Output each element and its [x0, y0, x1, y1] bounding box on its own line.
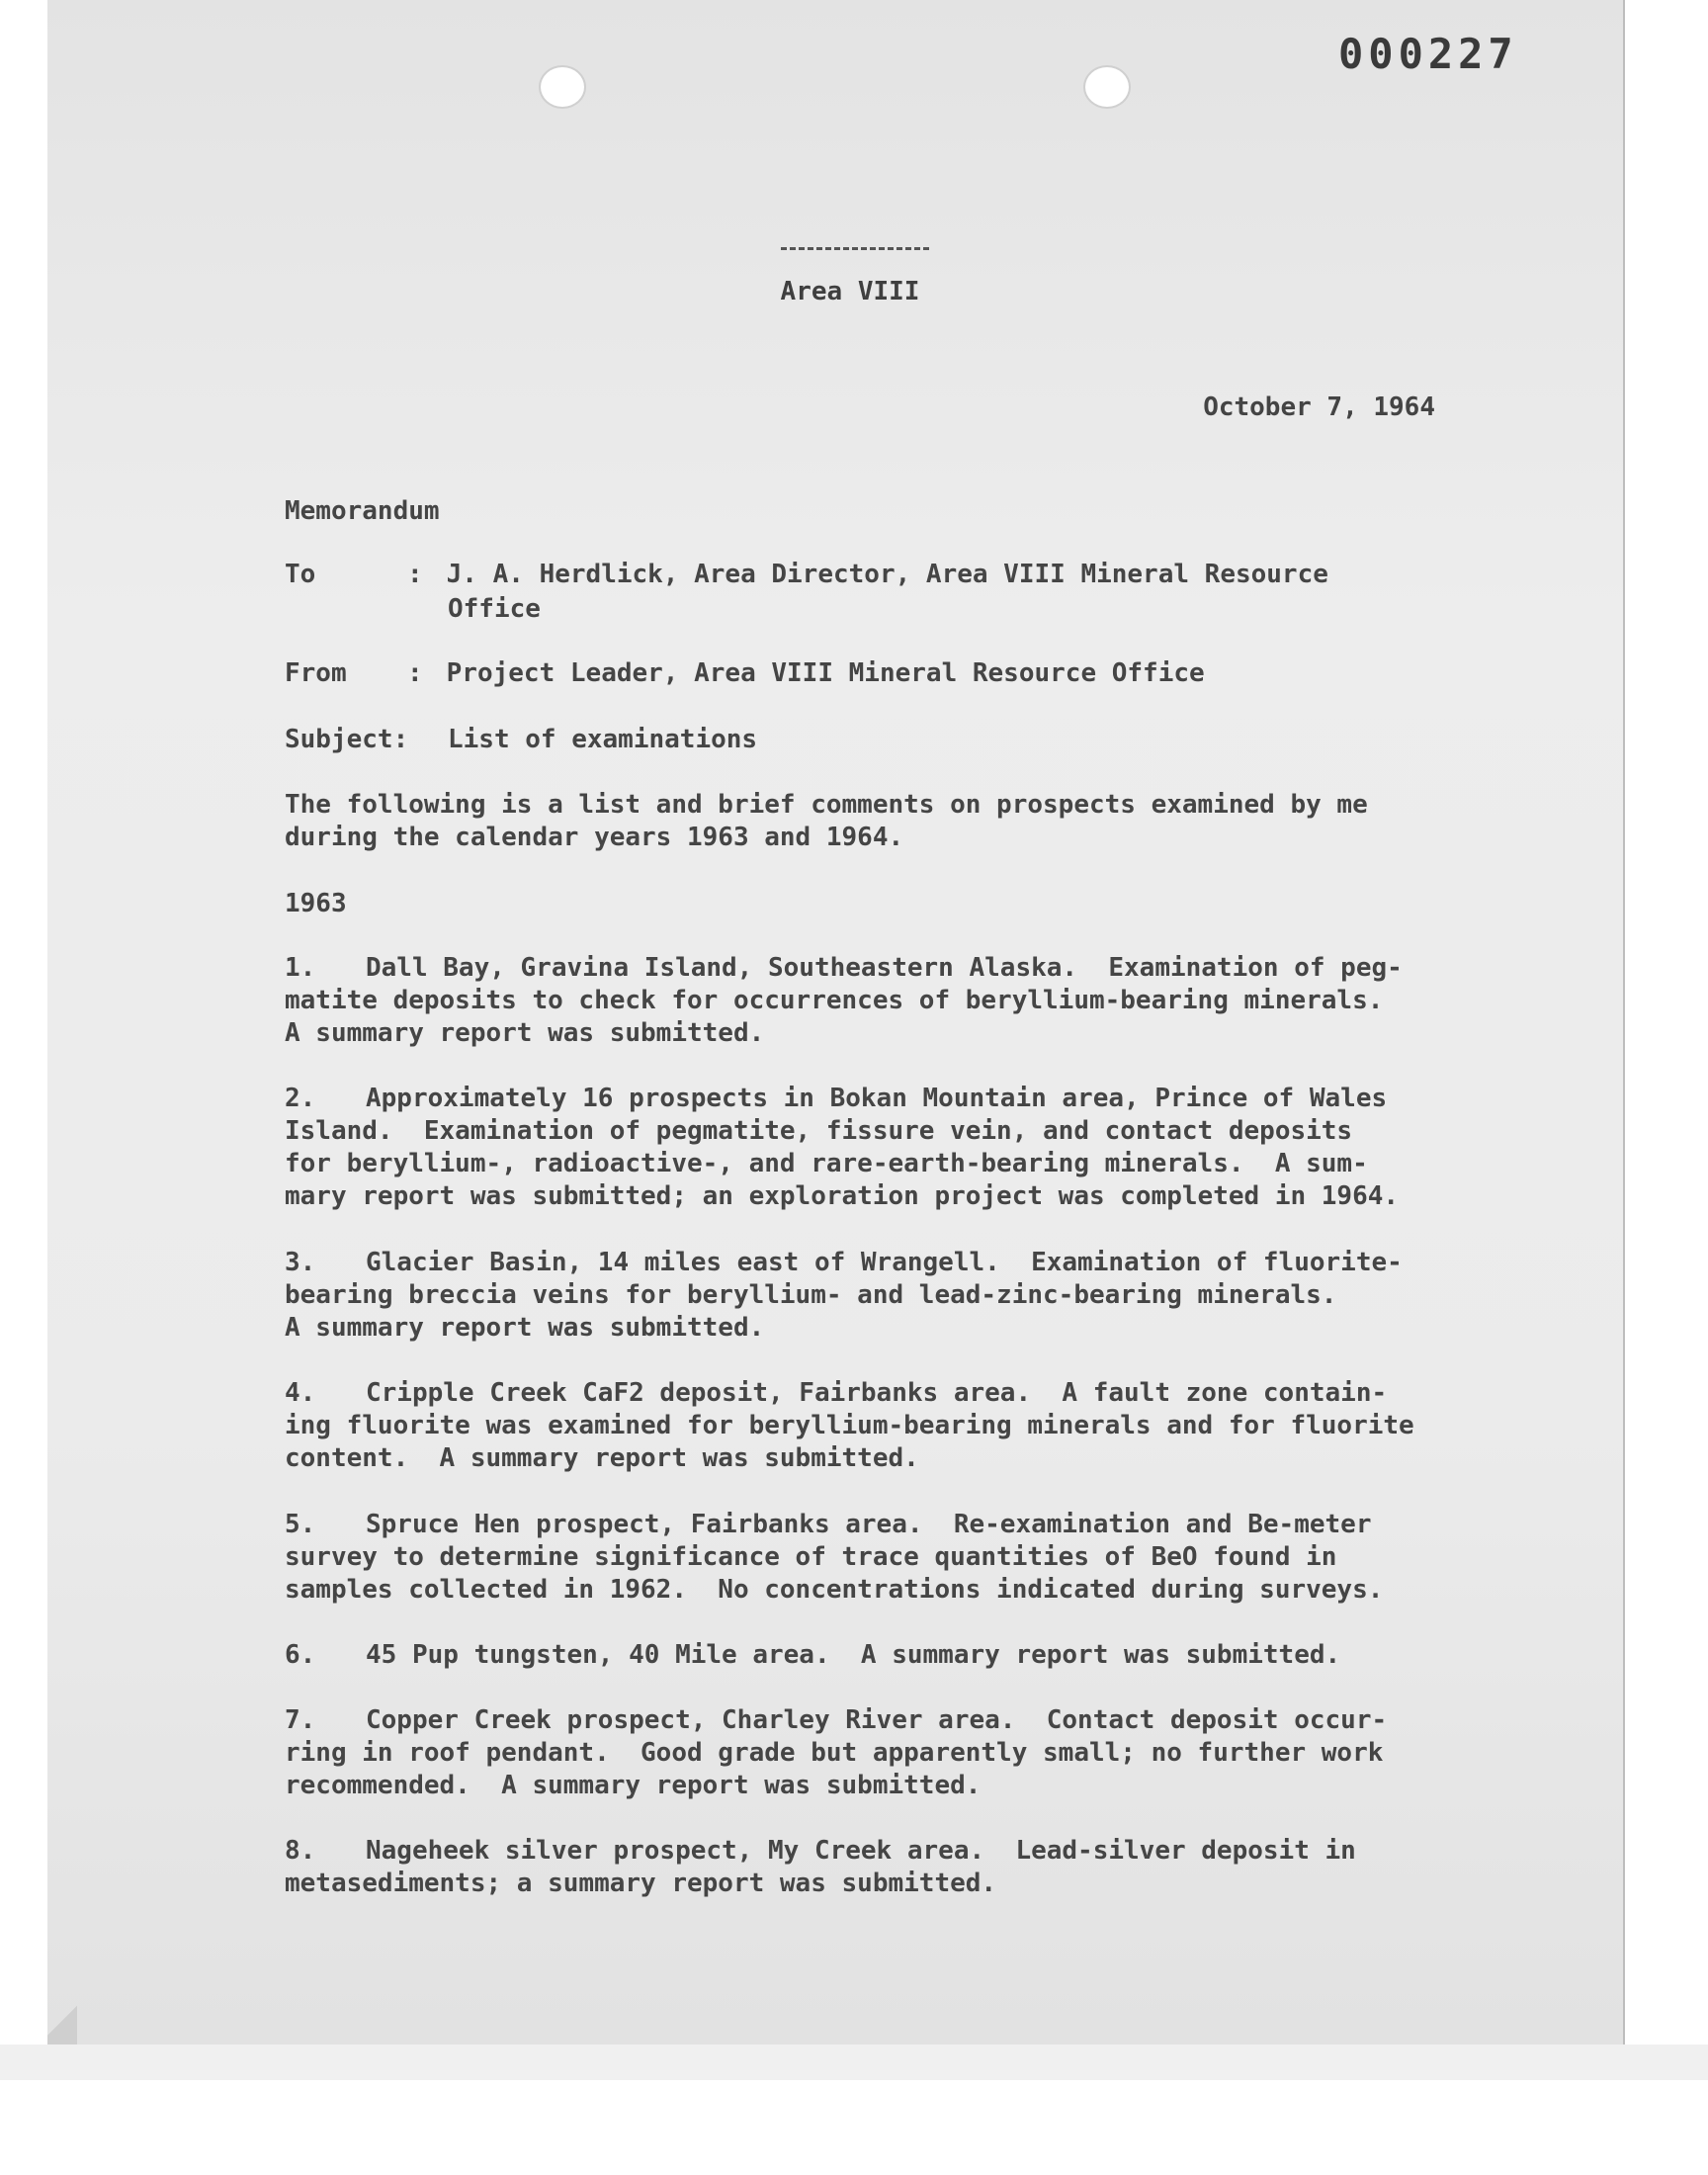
subject-value: List of examinations — [448, 725, 758, 754]
item-text-line: Nageheek silver prospect, My Creek area. Lead-silver deposit in — [366, 1836, 1356, 1866]
item-number: 5. — [285, 1510, 316, 1539]
list-item — [285, 1836, 1356, 1866]
memo-date: October 7, 1964 — [1203, 392, 1435, 422]
punch-hole-right — [1083, 65, 1131, 109]
item-text-line: metasediments; a summary report was submitted. — [285, 1869, 997, 1898]
area-title: Area VIII — [780, 277, 920, 306]
item-number: 1. — [285, 953, 316, 983]
item-number: 7. — [285, 1705, 316, 1735]
item-text-line: Cripple Creek CaF2 deposit, Fairbanks area. A fault zone contain- — [366, 1378, 1388, 1408]
list-item — [285, 1640, 1340, 1670]
item-text-line: mary report was submitted; an exploration project was completed in 1964. — [285, 1181, 1400, 1211]
subject-line — [285, 725, 757, 754]
item-text-line: 45 Pup tungsten, 40 Mile area. A summary report was submitted. — [366, 1640, 1341, 1670]
item-text-line: ing fluorite was examined for beryllium-bearing minerals and for fluorite — [285, 1411, 1414, 1440]
punch-hole-left — [539, 65, 586, 109]
item-text-line: content. A summary report was submitted. — [285, 1443, 919, 1473]
intro-line-1: The following is a list and brief comments on prospects examined by me — [285, 790, 1368, 820]
subject-label: Subject: — [285, 725, 409, 754]
item-text-line: A summary report was submitted. — [285, 1018, 765, 1048]
document-number-stamp: 000227 — [1338, 30, 1518, 78]
item-number: 3. — [285, 1248, 316, 1277]
from-label: From — [285, 658, 347, 688]
item-number: 6. — [285, 1640, 316, 1670]
list-item — [285, 1248, 1403, 1277]
item-text-line: Glacier Basin, 14 miles east of Wrangell. Examination of fluorite- — [366, 1248, 1403, 1277]
list-item — [285, 1084, 1387, 1113]
to-value-line2: Office — [448, 594, 541, 624]
item-number: 8. — [285, 1836, 316, 1866]
item-text-line: for beryllium-, radioactive-, and rare-earth-bearing minerals. A sum- — [285, 1149, 1368, 1178]
from-value: Project Leader, Area VIII Mineral Resource Office — [446, 658, 1205, 688]
from-colon: : — [407, 658, 423, 688]
to-label: To — [285, 560, 316, 589]
year-heading: 1963 — [285, 889, 347, 918]
list-item — [285, 1378, 1387, 1408]
item-text-line: Island. Examination of pegmatite, fissure vein, and contact deposits — [285, 1116, 1353, 1146]
list-item — [285, 1705, 1387, 1735]
item-number: 4. — [285, 1378, 316, 1408]
intro-line-2: during the calendar years 1963 and 1964. — [285, 823, 904, 852]
item-text-line: A summary report was submitted. — [285, 1313, 765, 1343]
item-text-line: survey to determine significance of trace quantities of BeO found in — [285, 1542, 1337, 1572]
item-text-line: ring in roof pendant. Good grade but apparently small; no further work — [285, 1738, 1384, 1768]
item-number: 2. — [285, 1084, 316, 1113]
page-shadow-strip — [0, 2044, 1708, 2080]
page-fold-corner — [47, 1997, 77, 2044]
to-line — [285, 560, 1328, 589]
to-value-line1: J. A. Herdlick, Area Director, Area VIII Mineral Resource — [446, 560, 1328, 589]
item-text-line: Dall Bay, Gravina Island, Southeastern Alaska. Examination of peg- — [366, 953, 1403, 983]
item-text-line: matite deposits to check for occurrences of beryllium-bearing minerals. — [285, 986, 1384, 1015]
to-colon: : — [407, 560, 423, 589]
from-line — [285, 658, 1205, 688]
item-text-line: samples collected in 1962. No concentrations indicated during surveys. — [285, 1575, 1384, 1605]
list-item — [285, 953, 1403, 983]
item-text-line: Copper Creek prospect, Charley River area. Contact deposit occur- — [366, 1705, 1388, 1735]
item-text-line: bearing breccia veins for beryllium- and lead-zinc-bearing minerals. — [285, 1280, 1337, 1310]
item-text-line: Spruce Hen prospect, Fairbanks area. Re-examination and Be-meter — [366, 1510, 1372, 1539]
list-item — [285, 1510, 1371, 1539]
item-text-line: recommended. A summary report was submitted. — [285, 1771, 982, 1800]
item-text-line: Approximately 16 prospects in Bokan Mountain area, Prince of Wales — [366, 1084, 1388, 1113]
memo-type: Memorandum — [285, 496, 440, 526]
header-rule — [781, 247, 929, 253]
